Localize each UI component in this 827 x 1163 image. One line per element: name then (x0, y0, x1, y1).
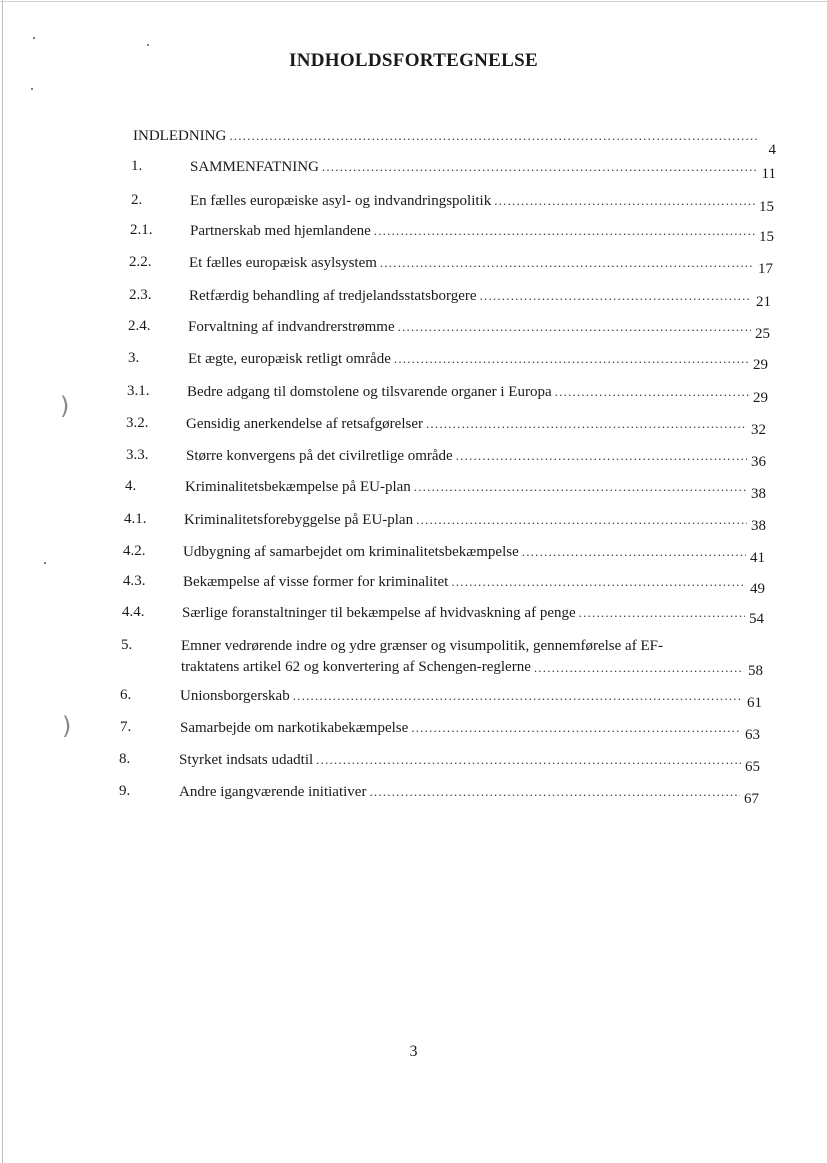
scan-speck (147, 44, 149, 46)
scan-bracket-mark: ) (60, 392, 70, 420)
toc-entry-label: Et fælles europæisk asylsystem (189, 255, 377, 271)
toc-entry-number: 8. (119, 751, 131, 767)
toc-leader-dots (414, 478, 747, 496)
toc-entry-page: 67 (744, 791, 759, 807)
toc-leader-dots (579, 604, 745, 622)
toc-leader-dots (374, 222, 755, 240)
toc-entry-8 (179, 751, 760, 775)
toc-leader-dots (322, 158, 757, 176)
toc-entry-1 (190, 158, 776, 182)
toc-entry-number: 2.3. (129, 287, 152, 303)
toc-leader-dots (456, 447, 747, 465)
toc-entry-2-4 (188, 318, 770, 342)
toc-entry-3-2 (186, 415, 766, 438)
toc-entry-page: 11 (761, 166, 776, 182)
toc-entry-number: 3.1. (127, 383, 150, 399)
toc-entry-number: 4. (125, 478, 137, 494)
toc-entry-page: 49 (750, 581, 765, 597)
toc-entry-label: Andre igangværende initiativer (179, 784, 367, 800)
toc-entry-page: 61 (747, 695, 762, 711)
toc-leader-dots (416, 511, 747, 529)
toc-leader-dots (522, 543, 746, 561)
toc-leader-dots (398, 318, 751, 336)
toc-entry-label: Særlige foranstaltninger til bekæmpelse af hvidvaskning af penge (182, 605, 576, 621)
toc-entry-2-1 (190, 222, 774, 245)
toc-entry-label: Kriminalitetsforebyggelse på EU-plan (184, 512, 414, 528)
toc-entry-number: 4.2. (123, 543, 146, 559)
toc-entry-5 (181, 637, 763, 677)
toc-entry-7 (180, 719, 760, 743)
toc-entry-number: 4.1. (124, 511, 147, 527)
toc-entry-page: 58 (748, 663, 763, 679)
toc-leader-dots (316, 751, 741, 769)
toc-entry-9 (179, 783, 759, 807)
page-number: 3 (409, 1043, 418, 1060)
toc-leader-dots (394, 350, 749, 368)
toc-entry-number: 1. (131, 158, 143, 174)
toc-entry-page: 36 (751, 454, 766, 470)
toc-entry-number: 2.2. (129, 254, 152, 270)
scan-edge-left (2, 0, 3, 1163)
toc-entry-3 (188, 350, 768, 373)
toc-entry-page: 17 (758, 261, 773, 277)
toc-entry-number: 3.2. (126, 415, 149, 431)
toc-entry-number: 4.4. (122, 604, 145, 620)
toc-entry-4-3 (183, 573, 765, 597)
toc-entry-label-line1: Emner vedrørende indre og ydre grænser og visumpolitik, gennemførelse af EF- (181, 638, 663, 654)
toc-leader-dots (380, 254, 754, 272)
toc-entry-2-2 (189, 254, 773, 277)
toc-entry-introduction (133, 127, 776, 158)
toc-leader-dots (480, 287, 752, 305)
toc-leader-dots (451, 573, 746, 591)
toc-entry-label: INDLEDNING (133, 128, 227, 144)
scan-speck (31, 88, 33, 90)
toc-entry-label: Bedre adgang til domstolene og tilsvarende organer i Europa (187, 384, 552, 400)
toc-entry-label: Unionsborgerskab (180, 688, 290, 704)
toc-entry-label: SAMMENFATNING (190, 159, 319, 175)
toc-entry-4-1 (184, 511, 766, 534)
toc-entry-page: 15 (759, 199, 774, 215)
toc-entry-number: 3. (128, 350, 140, 366)
toc-entry-label: Udbygning af samarbejdet om kriminalitetsbekæmpelse (183, 544, 519, 560)
toc-entry-number: 4.3. (123, 573, 146, 589)
toc-entry-2-3 (189, 287, 771, 310)
toc-entry-4-2 (183, 543, 765, 566)
toc-entry-page: 63 (745, 727, 760, 743)
toc-entry-number: 6. (120, 687, 132, 703)
toc-entry-4-4 (182, 604, 764, 627)
toc-entry-page: 29 (753, 390, 768, 406)
toc-leader-dots (426, 415, 747, 433)
toc-entry-number: 2.4. (128, 318, 151, 334)
toc-entry-2 (190, 192, 774, 215)
toc-entry-label: Retfærdig behandling af tredjelandsstatsborgere (189, 288, 477, 304)
toc-entry-number: 5. (121, 637, 133, 653)
toc-entry-label: Gensidig anerkendelse af retsafgørelser (186, 416, 423, 432)
toc-entry-label-line2: traktatens artikel 62 og konvertering af Schengen-reglerne (181, 659, 531, 675)
toc-entry-label: Et ægte, europæisk retligt område (188, 351, 391, 367)
toc-entry-label: Samarbejde om narkotikabekæmpelse (180, 720, 409, 736)
toc-entry-page: 4 (768, 142, 776, 158)
toc-entry-page: 54 (749, 611, 764, 627)
toc-leader-dots (411, 719, 741, 737)
toc-entry-label: Større konvergens på det civilretlige område (186, 448, 453, 464)
scan-edge-top (0, 1, 827, 2)
toc-entry-number: 3.3. (126, 447, 149, 463)
scan-speck (44, 562, 46, 564)
toc-leader-dots (293, 687, 743, 705)
toc-entry-page: 41 (750, 550, 765, 566)
toc-entry-page: 32 (751, 422, 766, 438)
toc-entry-label: Kriminalitetsbekæmpelse på EU-plan (185, 479, 411, 495)
toc-entry-label: En fælles europæiske asyl- og indvandringspolitik (190, 193, 492, 209)
toc-entry-label: Bekæmpelse af visse former for kriminalitet (183, 574, 449, 590)
toc-entry-number: 2.1. (130, 222, 153, 238)
scan-speck (33, 37, 35, 39)
toc-entry-label: Styrket indsats udadtil (179, 752, 314, 768)
toc-entry-3-3 (186, 447, 766, 470)
toc-entry-label: Partnerskab med hjemlandene (190, 223, 371, 239)
toc-entry-page: 65 (745, 759, 760, 775)
toc-leader-dots (534, 658, 744, 677)
page-title: INDHOLDSFORTEGNELSE (289, 50, 538, 71)
toc-entry-number: 7. (120, 719, 132, 735)
toc-entry-6 (180, 687, 762, 711)
toc-entry-page: 15 (759, 229, 774, 245)
toc-entry-page: 21 (756, 294, 771, 310)
toc-leader-dots (229, 127, 757, 145)
toc-entry-4 (185, 478, 766, 502)
toc-leader-dots (555, 383, 749, 401)
toc-entry-page: 38 (751, 486, 766, 502)
toc-entry-label: Forvaltning af indvandrerstrømme (188, 319, 395, 335)
toc-leader-dots (369, 783, 740, 801)
toc-entry-page: 25 (755, 326, 770, 342)
toc-entry-3-1 (187, 383, 768, 406)
toc-entry-page: 29 (753, 357, 768, 373)
toc-entry-number: 9. (119, 783, 131, 799)
scan-bracket-mark: ) (62, 712, 72, 740)
toc-entry-number: 2. (131, 192, 143, 208)
toc-leader-dots (494, 192, 755, 210)
toc-entry-page: 38 (751, 518, 766, 534)
